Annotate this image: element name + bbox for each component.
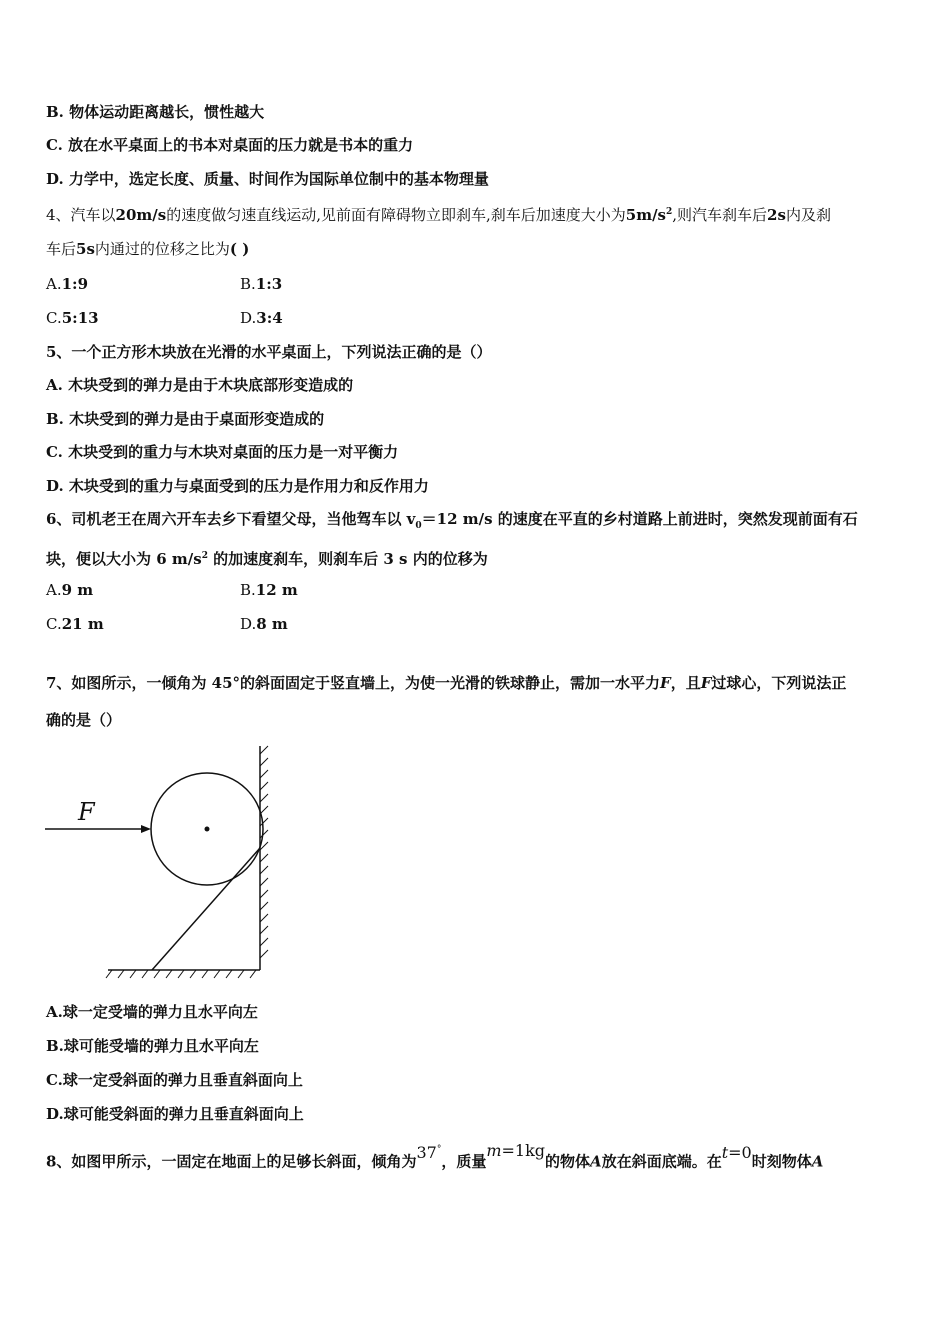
force-arrowhead xyxy=(141,825,151,833)
q7-option-a: A.球一定受墙的弹力且水平向左 xyxy=(46,1003,258,1021)
q4-stem-line1: 4、汽车以20m/s的速度做匀速直线运动,见前面有障碍物立即刹车,刹车后加速度大小为$5m/s^2$,则汽车刹车后2s内及刹 xyxy=(46,206,831,224)
q4-options-row1 xyxy=(46,274,283,294)
q7-option-b: B.球可能受墙的弹力且水平向左 xyxy=(46,1037,259,1055)
q3-option-d: D. 力学中，选定长度、质量、时间作为国际单位制中的基本物理量 xyxy=(46,170,489,188)
ball-center-dot xyxy=(205,827,210,832)
q4-stem-line2: 车后5s内通过的位移之比为( ) xyxy=(46,240,250,258)
q7-stem-line1: 7、如图所示，一倾角为 45°的斜面固定于竖直墙上，为使一光滑的铁球静止，需加一水平力F，且F过球心，下列说法正 xyxy=(46,674,847,692)
q6-option-b: B.12 m xyxy=(240,581,298,599)
q6-stem-line2: 块，便以大小为 6 $m/s^2$ 的加速度刹车，则刹车后 3 s 内的位移为 xyxy=(46,550,488,568)
q3-option-c: C. 放在水平桌面上的书本对桌面的压力就是书本的重力 xyxy=(46,136,414,154)
q4-option-a: A.1:9 xyxy=(46,275,89,293)
q4-option-d: D.3:4 xyxy=(240,309,283,327)
q6-options-row1 xyxy=(46,580,298,600)
q5-option-a: A. 木块受到的弹力是由于木块底部形变造成的 xyxy=(46,376,354,394)
q6-option-d: D.8 m xyxy=(240,615,288,633)
q5-option-b: B. 木块受到的弹力是由于桌面形变造成的 xyxy=(46,410,325,428)
q7-figure xyxy=(40,740,280,980)
q6-options-row2 xyxy=(46,614,288,634)
q8-stem-line1: 8、如图甲所示，一固定在地面上的足够长斜面，倾角为37°，质量m=1kg的物体A放在斜面底端。在t=0时刻物体A xyxy=(46,1141,824,1171)
incline-line xyxy=(152,848,260,970)
q5-option-c: C. 木块受到的重力与木块对桌面的压力是一对平衡力 xyxy=(46,443,399,461)
q5-option-d: D. 木块受到的重力与桌面受到的压力是作用力和反作用力 xyxy=(46,477,429,495)
q6-option-a: A.9 m xyxy=(46,581,94,599)
ground-hatch xyxy=(106,970,256,978)
q3-option-b: B. 物体运动距离越长，惯性越大 xyxy=(46,103,265,121)
q4-option-c: C.5:13 xyxy=(46,309,99,327)
q7-option-c: C.球一定受斜面的弹力且垂直斜面向上 xyxy=(46,1071,303,1089)
q7-stem-line2: 确的是（） xyxy=(46,711,122,729)
q7-option-d: D.球可能受斜面的弹力且垂直斜面向上 xyxy=(46,1105,304,1123)
q4-option-b: B.1:3 xyxy=(240,275,283,293)
q6-stem-line1: 6、司机老王在周六开车去乡下看望父母，当他驾车以 $v_0=12$ m/s 的速度在平直的乡村道路上前进时，突然发现前面有石 xyxy=(46,510,858,531)
force-label: F xyxy=(78,798,95,826)
wall-hatch xyxy=(260,746,268,958)
q4-options-row2 xyxy=(46,308,283,328)
q5-stem: 5、一个正方形木块放在光滑的水平桌面上，下列说法正确的是（） xyxy=(46,343,492,361)
q6-option-c: C.21 m xyxy=(46,615,104,633)
